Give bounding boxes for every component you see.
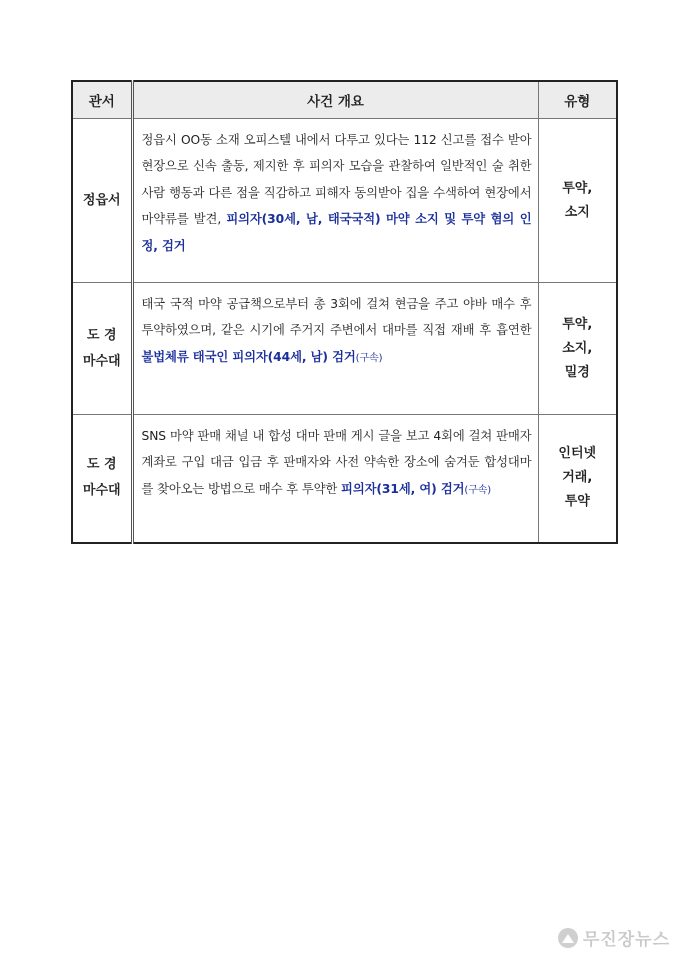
type-line: 밀경 <box>564 364 590 380</box>
agency-line: 도 경 <box>86 457 117 473</box>
type-cell <box>538 283 617 415</box>
agency-line: 마수대 <box>82 483 121 499</box>
mountain-logo-icon <box>558 928 578 948</box>
type-line: 인터넷 <box>558 446 597 462</box>
summary-highlight: 피의자(31세, 여) 검거 <box>341 481 465 496</box>
type-line: 거래, <box>562 470 593 486</box>
summary-note: (구속) <box>355 352 383 364</box>
summary-cell <box>132 283 538 415</box>
agency-cell <box>72 283 132 415</box>
type-line: 투약 <box>564 494 590 510</box>
header-agency: 관서 <box>72 81 132 119</box>
summary-cell <box>132 119 538 283</box>
type-cell <box>538 119 617 283</box>
type-line: 소지 <box>564 204 590 220</box>
agency-line: 마수대 <box>82 353 121 369</box>
agency-line: 정읍서 <box>82 192 121 208</box>
header-summary: 사건 개요 <box>132 81 538 119</box>
header-row <box>72 81 617 119</box>
type-cell <box>538 415 617 543</box>
summary-text: 태국 국적 마약 공급책으로부터 총 3회에 걸쳐 현금을 주고 야바 매수 후 투약하였으며, 같은 시기에 주거지 주변에서 대마를 직접 재배 후 흡연한 <box>141 297 532 338</box>
case-table <box>71 80 618 544</box>
summary-highlight: 피의자(30세, 남, 태국국적) 마약 소지 및 투약 혐의 인정, 검거 <box>141 212 532 253</box>
agency-cell <box>72 415 132 543</box>
summary-text: SNS 마약 판매 채널 내 합성 대마 판매 게시 글을 보고 4회에 걸쳐 판매자 계좌로 구입 대금 입금 후 판매자와 사전 약속한 장소에 숨겨둔 합성대마를 찾아오는 방법으로 매수 후 투약한 <box>141 429 532 496</box>
type-line: 투약, <box>562 316 593 332</box>
type-line: 투약, <box>562 180 593 196</box>
watermark <box>558 925 670 950</box>
summary-cell <box>132 415 538 543</box>
summary-note: (구속) <box>464 484 492 496</box>
table-row <box>72 119 617 283</box>
header-type: 유형 <box>538 81 617 119</box>
agency-line: 도 경 <box>86 327 117 343</box>
watermark-text: 무진장뉴스 <box>582 930 670 950</box>
summary-text: 정읍시 OO동 소재 오피스텔 내에서 다투고 있다는 112 신고를 접수 받아 현장으로 신속 출동, 제지한 후 피의자 모습을 관찰하여 일반적인 술 취한 사람 행동과 다른 점을 직감하고 피해자 동의받아 집을 수색하여 현장에서 마약류를 발견, <box>141 133 532 227</box>
type-line: 소지, <box>562 340 593 356</box>
table-row <box>72 415 617 543</box>
table-row <box>72 283 617 415</box>
agency-cell <box>72 119 132 283</box>
summary-highlight: 불법체류 태국인 피의자(44세, 남) 검거 <box>141 349 356 364</box>
